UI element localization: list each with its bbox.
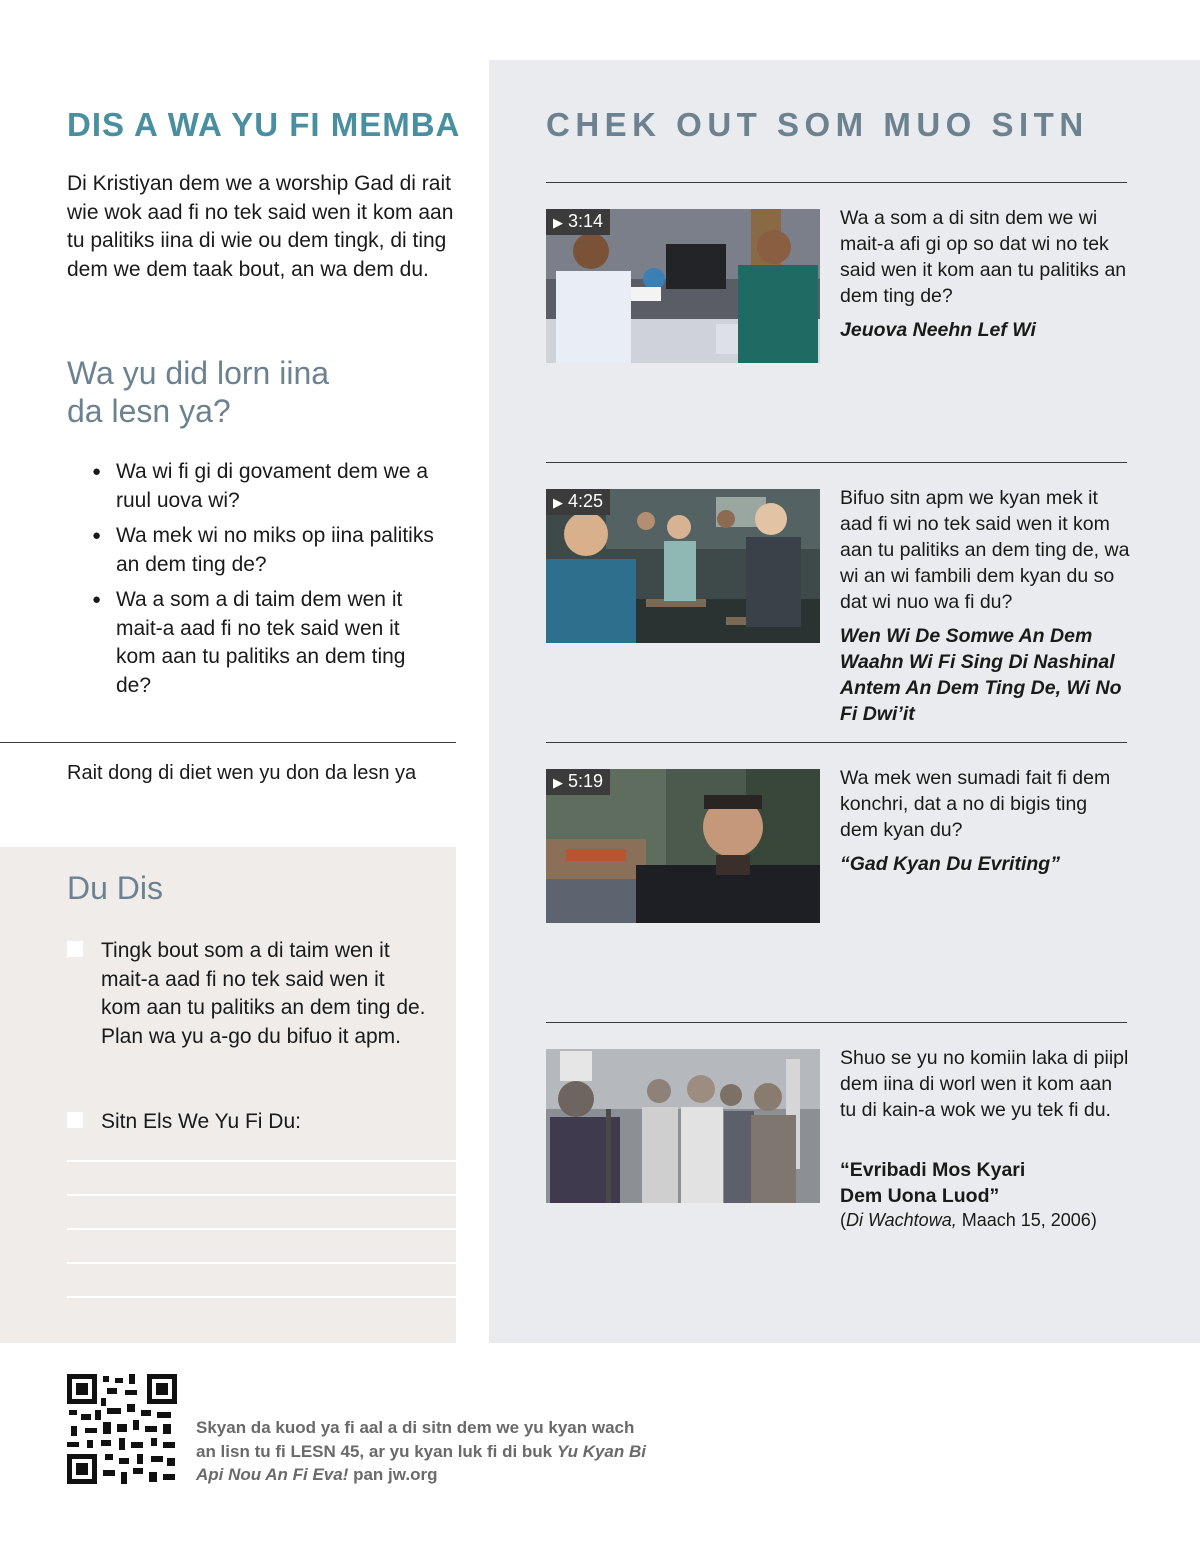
divider <box>546 1022 1127 1023</box>
video-title-link[interactable]: Wen Wi De Somwe An Dem Waahn Wi Fi Sing Di Nashinal Antem An Dem Ting De, Wi No Fi Dwi’it <box>840 625 1122 725</box>
writing-line[interactable] <box>67 1228 456 1230</box>
video-thumbnail[interactable] <box>546 769 820 923</box>
video-description: Wa a som a di sitn dem we wi mait-a afi gi op so dat wi no tek said wen it kom aan tu palitiks an dem ting de? <box>840 207 1127 307</box>
video-description: Wa mek wen sumadi fait fi dem konchri, dat a no di bigis ting dem kyan du? <box>840 767 1111 841</box>
video-duration-badge: ▶ 3:14 <box>546 209 610 235</box>
article-image[interactable] <box>546 1049 820 1203</box>
review-question: ● Wa a som a di taim dem wen it mait-a aad fi no tek said wen it kom aan tu palitiks an dem ting de? <box>92 588 406 697</box>
video-title-link[interactable]: “Gad Kyan Du Evriting” <box>840 853 1060 875</box>
play-icon: ▶ <box>553 495 563 510</box>
play-icon: ▶ <box>553 775 563 790</box>
ancient-court-illustration <box>546 1049 820 1203</box>
checkbox-icon[interactable] <box>67 941 83 957</box>
task-item <box>67 1108 427 1137</box>
writing-line[interactable] <box>67 1194 456 1196</box>
bullet-icon: ● <box>92 591 102 608</box>
checkbox-icon[interactable] <box>67 1112 83 1128</box>
video-thumbnail[interactable] <box>546 209 820 363</box>
divider <box>546 742 1127 743</box>
writing-line[interactable] <box>67 1262 456 1264</box>
writing-line[interactable] <box>67 1160 456 1162</box>
divider <box>546 182 1127 183</box>
article-title-link[interactable]: “Evribadi Mos Kyari Dem Uona Luod” <box>840 1159 1026 1207</box>
review-heading-line2: da lesn ya? <box>67 393 231 429</box>
review-question: ● Wa wi fi gi di govament dem we a ruul uova wi? <box>92 460 429 512</box>
task-text: Tingk bout som a di taim wen it mait-a aad fi no tek said wen it kom aan tu palitiks an dem ting de. Plan wa yu a-go du bifuo it apm. <box>101 939 426 1048</box>
article-description: Shuo se yu no komiin laka di piipl dem iina di worl wen it kom aan tu di kain-a wok we yu tek fi du. <box>840 1047 1129 1121</box>
video-thumbnail[interactable] <box>546 489 820 643</box>
do-this-box <box>0 847 456 1343</box>
bullet-icon: ● <box>92 463 102 480</box>
video-duration-badge: ▶ 5:19 <box>546 769 610 795</box>
video-duration-badge: ▶ 4:25 <box>546 489 610 515</box>
remember-title: DIS A WA YU FI MEMBA <box>67 106 461 143</box>
do-this-title: Du Dis <box>67 870 164 906</box>
video-title-link[interactable]: Jeuova Neehn Lef Wi <box>840 319 1036 341</box>
task-text: Sitn Els We Yu Fi Du: <box>101 1110 301 1133</box>
remember-text: Di Kristiyan dem we a worship Gad di rait wie wok aad fi no tek said wen it kom aan tu palitiks iina di wie ou dem tingk, di ting dem we dem taak bout, an wa dem du. <box>67 172 454 281</box>
review-heading-line1: Wa yu did lorn iina <box>67 355 330 391</box>
divider <box>0 742 456 743</box>
writing-line[interactable] <box>67 1296 456 1298</box>
article-citation: (Di Wachtowa, Maach 15, 2006) <box>840 1210 1097 1230</box>
date-prompt: Rait dong di diet wen yu don da lesn ya <box>67 762 417 784</box>
review-heading <box>67 354 447 430</box>
book-title: Yu Kyan Bi Api Nou An Fi Eva! <box>196 1441 646 1484</box>
qr-code[interactable] <box>67 1374 177 1484</box>
play-icon: ▶ <box>553 215 563 230</box>
video-description: Bifuo sitn apm we kyan mek it aad fi wi no tek said wen it kom aan tu palitiks an dem ting de, wa wi an wi fambili dem kyan du so dat wi nuo wa fi du? <box>840 487 1130 613</box>
divider <box>546 462 1127 463</box>
bullet-icon: ● <box>92 527 102 544</box>
review-questions <box>90 458 440 707</box>
footer-note: Skyan da kuod ya fi aal a di sitn dem we yu kyan wach an lisn tu fi LESN 45, ar yu kyan luk fi di buk Yu Kyan Bi Api Nou An Fi Eva! pan jw.org <box>196 1418 646 1484</box>
task-item <box>67 937 427 1051</box>
review-question: ● Wa mek wi no miks op iina palitiks an dem ting de? <box>92 524 434 576</box>
more-title: CHEK OUT SOM MUO SITN <box>546 106 1089 143</box>
